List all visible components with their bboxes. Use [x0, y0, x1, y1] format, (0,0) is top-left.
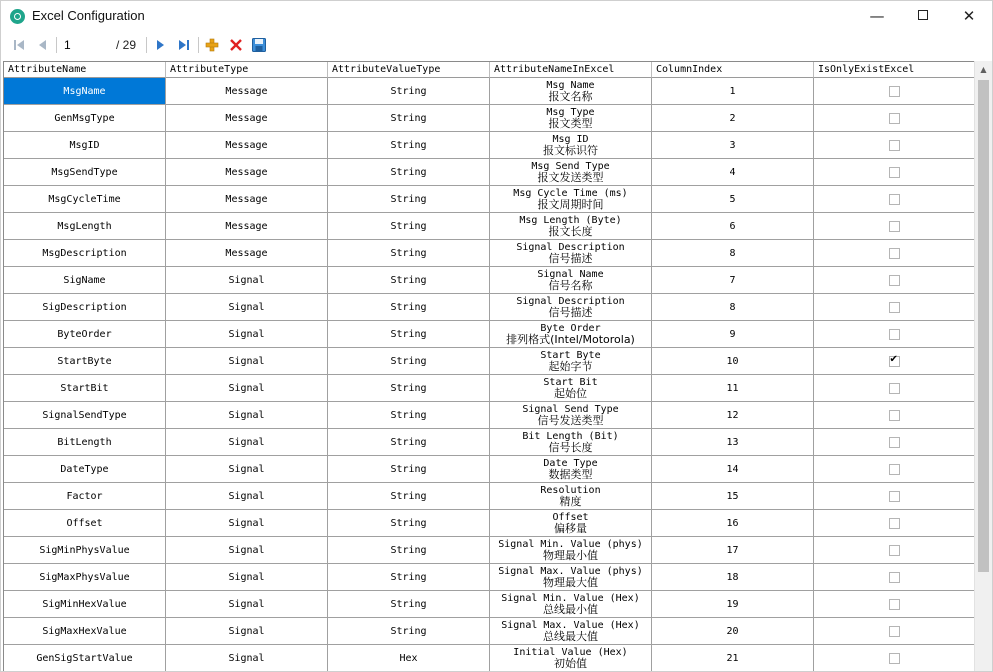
cell-attribute-name-in-excel[interactable]: [490, 132, 652, 159]
excel-name-english: Bit Length (Bit): [522, 431, 619, 442]
move-next-icon: [152, 36, 168, 54]
cell-is-only-exist-excel[interactable]: [814, 429, 974, 456]
cell-is-only-exist-excel[interactable]: [814, 240, 974, 267]
cell-attribute-name-in-excel[interactable]: [490, 240, 652, 267]
cell-attribute-value-type[interactable]: String: [328, 186, 490, 213]
scroll-thumb[interactable]: [978, 80, 989, 572]
close-icon: ✕: [962, 7, 976, 25]
column-header-attribute-value-type[interactable]: AttributeValueType: [328, 62, 490, 78]
is-only-exist-excel-checkbox[interactable]: [889, 302, 900, 313]
cell-attribute-name-in-excel[interactable]: [490, 78, 652, 105]
excel-name-english: Signal Send Type: [522, 404, 619, 415]
cell-attribute-type[interactable]: Message: [166, 105, 328, 132]
cell-is-only-exist-excel[interactable]: [814, 294, 974, 321]
cell-column-index[interactable]: 5: [652, 186, 814, 213]
excel-name-chinese: 报文标识符: [543, 144, 598, 157]
excel-name-english: Signal Min. Value (phys): [498, 539, 643, 550]
cell-attribute-name[interactable]: SigName: [4, 267, 166, 294]
excel-name-chinese: 数据类型: [548, 468, 593, 481]
move-previous-icon: [35, 36, 51, 54]
table-row[interactable]: [4, 213, 974, 240]
excel-name-english: Start Byte: [540, 350, 601, 361]
move-last-button[interactable]: [176, 36, 192, 54]
cell-attribute-value-type[interactable]: String: [328, 375, 490, 402]
cell-column-index[interactable]: 11: [652, 375, 814, 402]
excel-name-chinese: 排列格式(Intel/Motorola): [506, 333, 635, 346]
table-row[interactable]: [4, 375, 974, 402]
is-only-exist-excel-checkbox[interactable]: [889, 572, 900, 583]
is-only-exist-excel-checkbox[interactable]: [889, 113, 900, 124]
cell-column-index[interactable]: 6: [652, 213, 814, 240]
cell-attribute-type[interactable]: Message: [166, 78, 328, 105]
table-row[interactable]: [4, 78, 974, 105]
excel-name-chinese: 信号描述: [548, 252, 593, 265]
cell-attribute-name-in-excel[interactable]: [490, 375, 652, 402]
cell-attribute-name-in-excel[interactable]: [490, 267, 652, 294]
cell-attribute-name[interactable]: GenMsgType: [4, 105, 166, 132]
cell-attribute-type[interactable]: Message: [166, 186, 328, 213]
excel-name-chinese: 报文周期时间: [537, 198, 604, 211]
excel-name-chinese: 信号发送类型: [537, 414, 604, 427]
cell-column-index[interactable]: 21: [652, 645, 814, 672]
excel-name-english: Byte Order: [540, 323, 601, 334]
cell-attribute-name[interactable]: Factor: [4, 483, 166, 510]
cell-attribute-name[interactable]: SigMinHexValue: [4, 591, 166, 618]
cell-attribute-value-type[interactable]: String: [328, 240, 490, 267]
is-only-exist-excel-checkbox[interactable]: [889, 356, 900, 367]
cell-attribute-name-in-excel[interactable]: [490, 537, 652, 564]
excel-name-english: Signal Description: [516, 242, 625, 253]
excel-name-english: Msg Send Type: [531, 161, 610, 172]
cell-attribute-name[interactable]: SignalSendType: [4, 402, 166, 429]
cell-attribute-type[interactable]: Signal: [166, 402, 328, 429]
cell-attribute-name[interactable]: MsgSendType: [4, 159, 166, 186]
table-row[interactable]: [4, 483, 974, 510]
cell-is-only-exist-excel[interactable]: [814, 213, 974, 240]
cell-attribute-name[interactable]: MsgCycleTime: [4, 186, 166, 213]
excel-name-english: Initial Value (Hex): [513, 647, 628, 658]
scroll-up-arrow-icon[interactable]: ▲: [980, 65, 987, 74]
excel-name-chinese: 总线最小值: [543, 603, 598, 616]
cell-column-index[interactable]: 15: [652, 483, 814, 510]
cell-attribute-value-type[interactable]: String: [328, 321, 490, 348]
record-count: / 29: [116, 38, 137, 52]
is-only-exist-excel-checkbox[interactable]: [889, 464, 900, 475]
is-only-exist-excel-checkbox[interactable]: [889, 491, 900, 502]
is-only-exist-excel-checkbox[interactable]: [889, 545, 900, 556]
column-header-column-index[interactable]: ColumnIndex: [652, 62, 814, 78]
cell-is-only-exist-excel[interactable]: [814, 348, 974, 375]
cell-attribute-type[interactable]: Signal: [166, 267, 328, 294]
cell-attribute-name[interactable]: MsgName: [4, 78, 166, 105]
cell-attribute-value-type[interactable]: Hex: [328, 645, 490, 672]
window-title: Excel Configuration: [32, 8, 145, 23]
excel-name-english: Msg Type: [546, 107, 595, 118]
cell-attribute-name-in-excel[interactable]: [490, 483, 652, 510]
is-only-exist-excel-checkbox[interactable]: [889, 410, 900, 421]
move-next-button[interactable]: [152, 36, 168, 54]
cell-column-index[interactable]: 2: [652, 105, 814, 132]
cell-attribute-name[interactable]: ByteOrder: [4, 321, 166, 348]
is-only-exist-excel-checkbox[interactable]: [889, 329, 900, 340]
add-new-button[interactable]: [204, 36, 220, 54]
cell-column-index[interactable]: 8: [652, 294, 814, 321]
cell-attribute-value-type[interactable]: String: [328, 294, 490, 321]
excel-name-chinese: 偏移量: [554, 522, 587, 535]
cell-attribute-type[interactable]: Signal: [166, 321, 328, 348]
cell-attribute-value-type[interactable]: String: [328, 510, 490, 537]
cell-attribute-type[interactable]: Message: [166, 240, 328, 267]
cell-attribute-type[interactable]: Signal: [166, 294, 328, 321]
cell-attribute-value-type[interactable]: String: [328, 159, 490, 186]
cell-is-only-exist-excel[interactable]: [814, 483, 974, 510]
cell-attribute-name-in-excel[interactable]: [490, 510, 652, 537]
table-row[interactable]: [4, 456, 974, 483]
cell-is-only-exist-excel[interactable]: [814, 510, 974, 537]
cell-is-only-exist-excel[interactable]: [814, 645, 974, 672]
cell-is-only-exist-excel[interactable]: [814, 78, 974, 105]
cell-is-only-exist-excel[interactable]: [814, 537, 974, 564]
excel-name-english: Signal Min. Value (Hex): [501, 593, 640, 604]
column-header-attribute-type[interactable]: AttributeType: [166, 62, 328, 78]
excel-name-english: Signal Name: [537, 269, 604, 280]
excel-name-chinese: 精度: [559, 495, 582, 508]
data-grid[interactable]: [3, 61, 974, 672]
cell-attribute-name[interactable]: GenSigStartValue: [4, 645, 166, 672]
cell-attribute-type[interactable]: Signal: [166, 456, 328, 483]
cell-attribute-name[interactable]: StartByte: [4, 348, 166, 375]
table-row[interactable]: [4, 510, 974, 537]
cell-column-index[interactable]: 16: [652, 510, 814, 537]
is-only-exist-excel-checkbox[interactable]: [889, 626, 900, 637]
cell-is-only-exist-excel[interactable]: [814, 564, 974, 591]
cell-attribute-name-in-excel[interactable]: [490, 618, 652, 645]
excel-name-english: Msg Name: [546, 80, 595, 91]
table-row[interactable]: [4, 186, 974, 213]
is-only-exist-excel-checkbox[interactable]: [889, 194, 900, 205]
excel-name-english: Signal Description: [516, 296, 625, 307]
excel-name-english: Signal Max. Value (Hex): [501, 620, 640, 631]
cell-column-index[interactable]: 18: [652, 564, 814, 591]
move-first-icon: [11, 36, 27, 54]
cell-attribute-type[interactable]: Signal: [166, 537, 328, 564]
cell-attribute-name[interactable]: BitLength: [4, 429, 166, 456]
cell-attribute-value-type[interactable]: String: [328, 213, 490, 240]
cell-attribute-value-type[interactable]: String: [328, 132, 490, 159]
cell-attribute-value-type[interactable]: String: [328, 618, 490, 645]
cell-attribute-name-in-excel[interactable]: [490, 429, 652, 456]
cell-is-only-exist-excel[interactable]: [814, 375, 974, 402]
cell-column-index[interactable]: 8: [652, 240, 814, 267]
app-icon: [10, 9, 25, 24]
cell-column-index[interactable]: 20: [652, 618, 814, 645]
cell-attribute-name-in-excel[interactable]: [490, 456, 652, 483]
excel-name-english: Resolution: [540, 485, 601, 496]
table-row[interactable]: [4, 159, 974, 186]
close-button[interactable]: [946, 1, 992, 32]
is-only-exist-excel-checkbox[interactable]: [889, 167, 900, 178]
excel-name-english: Msg ID: [552, 134, 589, 145]
excel-name-chinese: 报文类型: [548, 117, 593, 130]
cell-attribute-name[interactable]: Offset: [4, 510, 166, 537]
cell-attribute-name-in-excel[interactable]: [490, 159, 652, 186]
title-bar: [1, 1, 992, 32]
table-row[interactable]: [4, 402, 974, 429]
table-row[interactable]: [4, 618, 974, 645]
cell-is-only-exist-excel[interactable]: [814, 402, 974, 429]
table-row[interactable]: [4, 348, 974, 375]
cell-attribute-name-in-excel[interactable]: [490, 645, 652, 672]
cell-attribute-type[interactable]: Signal: [166, 375, 328, 402]
move-last-icon: [176, 36, 192, 54]
vertical-scrollbar[interactable]: [974, 61, 992, 672]
table-row[interactable]: [4, 537, 974, 564]
cell-attribute-name[interactable]: MsgLength: [4, 213, 166, 240]
is-only-exist-excel-checkbox[interactable]: [889, 518, 900, 529]
cell-attribute-name[interactable]: MsgDescription: [4, 240, 166, 267]
table-row[interactable]: [4, 564, 974, 591]
cell-is-only-exist-excel[interactable]: [814, 618, 974, 645]
cell-attribute-type[interactable]: Message: [166, 213, 328, 240]
move-first-button[interactable]: [11, 36, 27, 54]
navigator-toolbar: [1, 32, 992, 58]
table-row[interactable]: [4, 267, 974, 294]
table-row[interactable]: [4, 132, 974, 159]
excel-name-chinese: 信号名称: [548, 279, 593, 292]
toolbar-separator: [198, 37, 199, 53]
save-icon: [251, 36, 267, 54]
add-icon: [204, 36, 220, 54]
table-row[interactable]: [4, 321, 974, 348]
cell-attribute-type[interactable]: Signal: [166, 564, 328, 591]
minimize-button[interactable]: [854, 1, 900, 32]
excel-name-chinese: 物理最大值: [543, 576, 598, 589]
cell-attribute-name-in-excel[interactable]: [490, 402, 652, 429]
delete-button[interactable]: [228, 36, 244, 54]
table-row[interactable]: [4, 591, 974, 618]
cell-is-only-exist-excel[interactable]: [814, 456, 974, 483]
cell-attribute-name-in-excel[interactable]: [490, 105, 652, 132]
cell-attribute-name-in-excel[interactable]: [490, 213, 652, 240]
table-row[interactable]: [4, 294, 974, 321]
table-row[interactable]: [4, 429, 974, 456]
cell-attribute-type[interactable]: Signal: [166, 429, 328, 456]
cell-attribute-name[interactable]: MsgID: [4, 132, 166, 159]
cell-attribute-value-type[interactable]: String: [328, 537, 490, 564]
is-only-exist-excel-checkbox[interactable]: [889, 437, 900, 448]
column-header-attribute-name[interactable]: AttributeName: [4, 62, 166, 78]
cell-attribute-name-in-excel[interactable]: [490, 321, 652, 348]
excel-name-chinese: 报文长度: [548, 225, 593, 238]
excel-name-chinese: 物理最小值: [543, 549, 598, 562]
cell-column-index[interactable]: 10: [652, 348, 814, 375]
is-only-exist-excel-checkbox[interactable]: [889, 383, 900, 394]
cell-column-index[interactable]: 17: [652, 537, 814, 564]
cell-attribute-value-type[interactable]: String: [328, 402, 490, 429]
cell-attribute-name-in-excel[interactable]: [490, 348, 652, 375]
excel-name-english: Msg Cycle Time (ms): [513, 188, 628, 199]
excel-name-chinese: 报文发送类型: [537, 171, 604, 184]
table-row[interactable]: [4, 105, 974, 132]
cell-column-index[interactable]: 7: [652, 267, 814, 294]
is-only-exist-excel-checkbox[interactable]: [889, 275, 900, 286]
cell-attribute-type[interactable]: Signal: [166, 348, 328, 375]
cell-attribute-name-in-excel[interactable]: [490, 294, 652, 321]
excel-name-chinese: 信号描述: [548, 306, 593, 319]
cell-column-index[interactable]: 4: [652, 159, 814, 186]
column-header-attribute-name-in-excel[interactable]: AttributeNameInExcel: [490, 62, 652, 78]
cell-attribute-type[interactable]: Signal: [166, 618, 328, 645]
is-only-exist-excel-checkbox[interactable]: [889, 599, 900, 610]
cell-attribute-name[interactable]: SigDescription: [4, 294, 166, 321]
column-header-is-only-exist-excel[interactable]: IsOnlyExistExcel: [814, 62, 974, 78]
cell-attribute-value-type[interactable]: String: [328, 267, 490, 294]
cell-attribute-name-in-excel[interactable]: [490, 186, 652, 213]
cell-is-only-exist-excel[interactable]: [814, 267, 974, 294]
cell-attribute-value-type[interactable]: String: [328, 348, 490, 375]
cell-is-only-exist-excel[interactable]: [814, 591, 974, 618]
cell-attribute-name[interactable]: StartBit: [4, 375, 166, 402]
cell-is-only-exist-excel[interactable]: [814, 105, 974, 132]
cell-attribute-type[interactable]: Signal: [166, 591, 328, 618]
excel-name-chinese: 报文名称: [548, 90, 593, 103]
cell-attribute-value-type[interactable]: String: [328, 429, 490, 456]
cell-attribute-name-in-excel[interactable]: [490, 564, 652, 591]
excel-name-chinese: 起始字节: [548, 360, 593, 373]
cell-attribute-value-type[interactable]: String: [328, 456, 490, 483]
is-only-exist-excel-checkbox[interactable]: [889, 86, 900, 97]
toolbar-separator: [56, 37, 57, 53]
cell-attribute-type[interactable]: Message: [166, 159, 328, 186]
cell-attribute-value-type[interactable]: String: [328, 564, 490, 591]
excel-name-chinese: 起始位: [554, 387, 587, 400]
cell-column-index[interactable]: 1: [652, 78, 814, 105]
cell-attribute-name[interactable]: SigMaxPhysValue: [4, 564, 166, 591]
cell-column-index[interactable]: 13: [652, 429, 814, 456]
move-previous-button[interactable]: [35, 36, 51, 54]
cell-attribute-type[interactable]: Signal: [166, 483, 328, 510]
is-only-exist-excel-checkbox[interactable]: [889, 140, 900, 151]
excel-name-english: Msg Length (Byte): [519, 215, 622, 226]
cell-attribute-value-type[interactable]: String: [328, 78, 490, 105]
excel-name-english: Signal Max. Value (phys): [498, 566, 643, 577]
delete-icon: [228, 36, 244, 54]
is-only-exist-excel-checkbox[interactable]: [889, 248, 900, 259]
excel-name-chinese: 信号长度: [548, 441, 593, 454]
cell-column-index[interactable]: 14: [652, 456, 814, 483]
cell-is-only-exist-excel[interactable]: [814, 159, 974, 186]
table-row[interactable]: [4, 645, 974, 672]
cell-attribute-value-type[interactable]: String: [328, 105, 490, 132]
cell-attribute-value-type[interactable]: String: [328, 591, 490, 618]
excel-name-chinese: 初始值: [554, 657, 587, 670]
cell-column-index[interactable]: 3: [652, 132, 814, 159]
table-row[interactable]: [4, 240, 974, 267]
cell-attribute-type[interactable]: Message: [166, 132, 328, 159]
minimize-icon: —: [869, 7, 885, 25]
cell-is-only-exist-excel[interactable]: [814, 321, 974, 348]
excel-name-english: Offset: [552, 512, 589, 523]
is-only-exist-excel-checkbox[interactable]: [889, 653, 900, 664]
cell-attribute-name[interactable]: SigMaxHexValue: [4, 618, 166, 645]
cell-column-index[interactable]: 12: [652, 402, 814, 429]
maximize-icon: [918, 10, 928, 20]
cell-attribute-value-type[interactable]: String: [328, 483, 490, 510]
toolbar-separator: [146, 37, 147, 53]
excel-name-english: Start Bit: [543, 377, 598, 388]
maximize-button[interactable]: [900, 1, 946, 32]
cell-is-only-exist-excel[interactable]: [814, 132, 974, 159]
cell-attribute-type[interactable]: Signal: [166, 510, 328, 537]
excel-name-english: Date Type: [543, 458, 598, 469]
cell-attribute-name[interactable]: SigMinPhysValue: [4, 537, 166, 564]
cell-column-index[interactable]: 19: [652, 591, 814, 618]
save-button[interactable]: [251, 36, 267, 54]
excel-name-chinese: 总线最大值: [543, 630, 598, 643]
cell-is-only-exist-excel[interactable]: [814, 186, 974, 213]
cell-column-index[interactable]: 9: [652, 321, 814, 348]
position-input[interactable]: [60, 35, 112, 55]
cell-attribute-name[interactable]: DateType: [4, 456, 166, 483]
is-only-exist-excel-checkbox[interactable]: [889, 221, 900, 232]
cell-attribute-type[interactable]: Signal: [166, 645, 328, 672]
cell-attribute-name-in-excel[interactable]: [490, 591, 652, 618]
